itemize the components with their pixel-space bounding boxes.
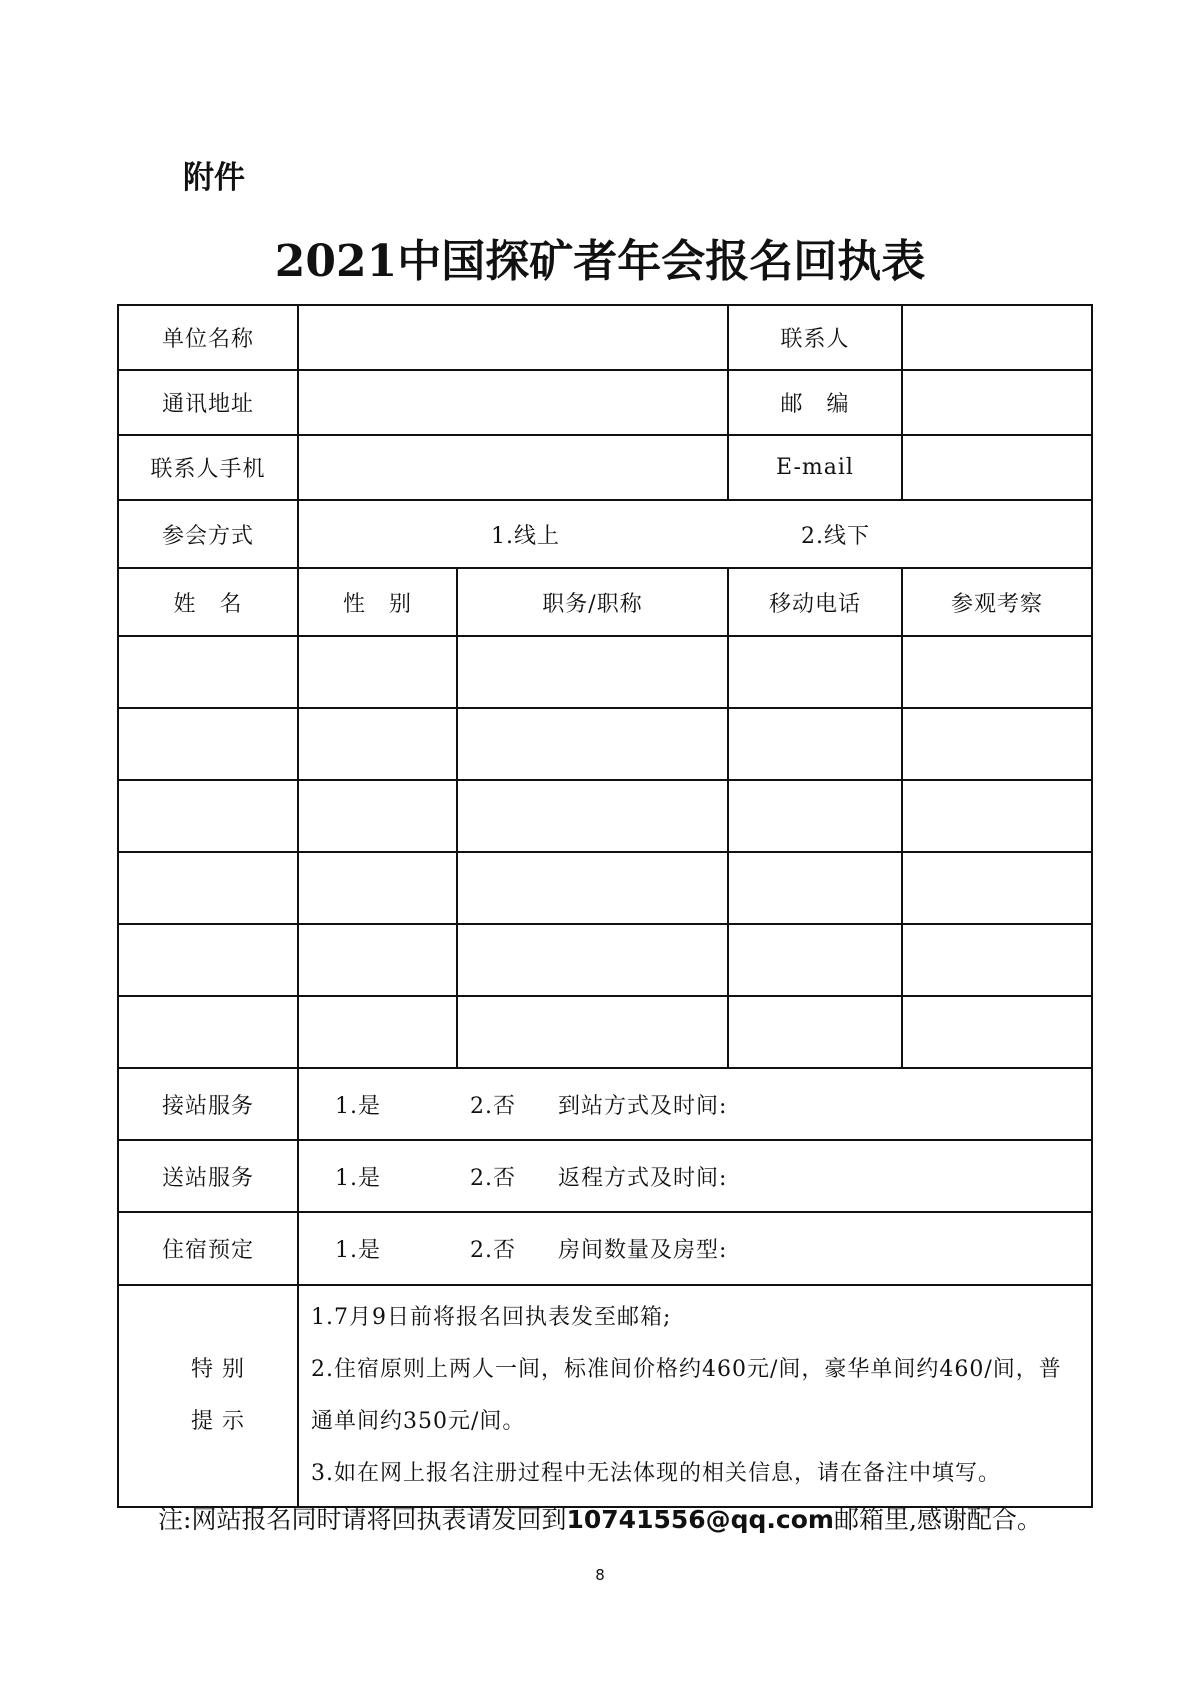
attendee-mobile-cell[interactable] <box>728 852 902 924</box>
header-position: 职务/职称 <box>457 568 728 636</box>
attendee-visit-cell[interactable] <box>902 924 1092 996</box>
attachment-label: 附件 <box>183 160 245 196</box>
dropoff-no-option[interactable]: 2.否 <box>470 1165 516 1191</box>
lodging-row <box>118 1212 1092 1285</box>
special-label-line1: 特 别 <box>191 1357 245 1382</box>
attendee-gender-cell[interactable] <box>298 852 457 924</box>
attendee-position-cell[interactable] <box>457 996 728 1068</box>
pickup-yes-option[interactable]: 1.是 <box>335 1093 381 1119</box>
attendee-position-cell[interactable] <box>457 852 728 924</box>
header-visit: 参观考察 <box>902 568 1092 636</box>
row-unit <box>118 305 1092 370</box>
contact-person-label: 联系人 <box>728 305 902 370</box>
lodging-yes-option[interactable]: 1.是 <box>335 1238 381 1263</box>
header-gender: 性 别 <box>298 568 457 636</box>
attendee-row <box>118 924 1092 996</box>
dropoff-service-label: 送站服务 <box>118 1140 298 1212</box>
attendee-mobile-cell[interactable] <box>728 636 902 708</box>
method-label: 参会方式 <box>118 500 298 568</box>
attendee-row <box>118 636 1092 708</box>
special-note-3: 3.如在网上报名注册过程中无法体现的相关信息，请在备注中填写。 <box>311 1461 1001 1486</box>
attendee-gender-cell[interactable] <box>298 780 457 852</box>
page-number: 8 <box>595 1566 605 1584</box>
special-label-line2: 提 示 <box>191 1409 245 1434</box>
attendee-position-cell[interactable] <box>457 708 728 780</box>
attendee-name-cell[interactable] <box>118 996 298 1068</box>
lodging-detail-label: 房间数量及房型: <box>558 1238 728 1263</box>
row-method <box>118 500 1092 568</box>
attendee-row <box>118 996 1092 1068</box>
attendee-position-cell[interactable] <box>457 924 728 996</box>
footer-email[interactable]: 10741556@qq.com <box>566 1505 834 1534</box>
attendee-name-cell[interactable] <box>118 708 298 780</box>
special-notes-row <box>118 1285 1092 1507</box>
unit-name-field[interactable] <box>298 305 728 370</box>
attendee-row <box>118 708 1092 780</box>
form-title: 2021中国探矿者年会报名回执表 <box>274 236 926 287</box>
pickup-detail-label: 到站方式及时间: <box>558 1093 728 1119</box>
footer-suffix: 邮箱里,感谢配合。 <box>833 1505 1042 1534</box>
attendee-visit-cell[interactable] <box>902 852 1092 924</box>
registration-form-table <box>117 304 1093 1508</box>
attendee-visit-cell[interactable] <box>902 636 1092 708</box>
footer-prefix: 注:网站报名同时请将回执表请发回到 <box>158 1505 567 1534</box>
row-phone <box>118 435 1092 500</box>
attendee-visit-cell[interactable] <box>902 996 1092 1068</box>
pickup-no-option[interactable]: 2.否 <box>470 1093 516 1119</box>
postcode-field[interactable] <box>902 370 1092 435</box>
dropoff-detail-label: 返程方式及时间: <box>558 1165 728 1191</box>
attendee-visit-cell[interactable] <box>902 708 1092 780</box>
attendee-position-cell[interactable] <box>457 780 728 852</box>
row-address <box>118 370 1092 435</box>
lodging-label: 住宿预定 <box>118 1212 298 1285</box>
header-name: 姓 名 <box>118 568 298 636</box>
email-field[interactable] <box>902 435 1092 500</box>
address-label: 通讯地址 <box>118 370 298 435</box>
email-label: E-mail <box>728 435 902 500</box>
attendee-row <box>118 780 1092 852</box>
attendee-mobile-cell[interactable] <box>728 996 902 1068</box>
attendee-name-cell[interactable] <box>118 852 298 924</box>
attendee-header-row <box>118 568 1092 636</box>
attendee-name-cell[interactable] <box>118 780 298 852</box>
method-options <box>298 500 1092 568</box>
dropoff-service-row <box>118 1140 1092 1212</box>
method-option-online[interactable]: 1.线上 <box>491 523 560 549</box>
attendee-position-cell[interactable] <box>457 636 728 708</box>
attendee-mobile-cell[interactable] <box>728 924 902 996</box>
special-note-1: 1.7月9日前将报名回执表发至邮箱; <box>311 1305 672 1330</box>
address-field[interactable] <box>298 370 728 435</box>
method-option-offline[interactable]: 2.线下 <box>801 523 870 549</box>
lodging-no-option[interactable]: 2.否 <box>470 1238 516 1263</box>
footer-note <box>0 1500 1200 1536</box>
attendee-mobile-cell[interactable] <box>728 780 902 852</box>
attendee-name-cell[interactable] <box>118 924 298 996</box>
attendee-visit-cell[interactable] <box>902 780 1092 852</box>
lodging-options <box>298 1212 1092 1285</box>
dropoff-yes-option[interactable]: 1.是 <box>335 1165 381 1191</box>
dropoff-service-options <box>298 1140 1092 1212</box>
attendee-gender-cell[interactable] <box>298 708 457 780</box>
contact-phone-label: 联系人手机 <box>118 435 298 500</box>
contact-person-field[interactable] <box>902 305 1092 370</box>
pickup-service-row <box>118 1068 1092 1140</box>
postcode-label: 邮 编 <box>728 370 902 435</box>
special-notes-label <box>118 1285 298 1507</box>
attendee-gender-cell[interactable] <box>298 636 457 708</box>
unit-name-label: 单位名称 <box>118 305 298 370</box>
attendee-mobile-cell[interactable] <box>728 708 902 780</box>
header-mobile: 移动电话 <box>728 568 902 636</box>
attendee-gender-cell[interactable] <box>298 996 457 1068</box>
pickup-service-options <box>298 1068 1092 1140</box>
special-notes-content <box>298 1285 1092 1507</box>
special-note-2: 2.住宿原则上两人一间，标准间价格约460元/间，豪华单间约460/间，普通单间约350元/间。 <box>311 1357 1062 1434</box>
pickup-service-label: 接站服务 <box>118 1068 298 1140</box>
attendee-row <box>118 852 1092 924</box>
attendee-gender-cell[interactable] <box>298 924 457 996</box>
attendee-name-cell[interactable] <box>118 636 298 708</box>
contact-phone-field[interactable] <box>298 435 728 500</box>
